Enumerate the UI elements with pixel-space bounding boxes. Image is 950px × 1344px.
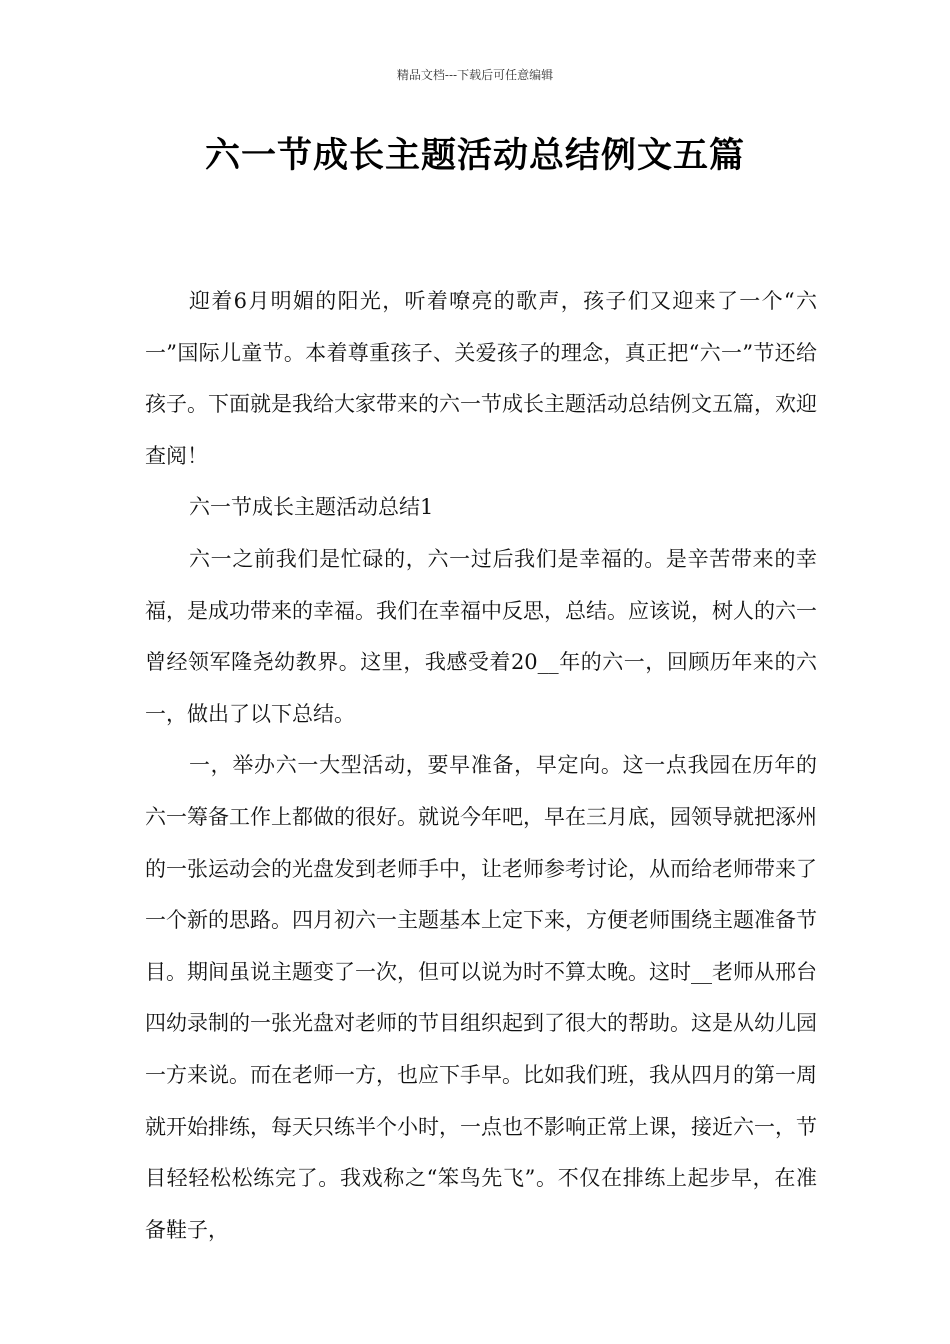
body-paragraph: 一，举办六一大型活动，要早准备，早定向。这一点我园在历年的六一筹备工作上都做的很好。就说今年吧，早在三月底，园领导就把涿州的一张运动会的光盘发到老师手中，让老师参考讨论，从而给老师带来了一个新的思路。四月初六一主题基本上定下来，方便老师围绕主题准备节目。期间虽说主题变了一次，但可以说为时不算太晚。这时__老师从邢台四幼录制的一张光盘对老师的节目组织起到了很大的帮助。这是从幼儿园一方来说。而在老师一方，也应下手早。比如我们班，我从四月的第一周就开始排练，每天只练半个小时，一点也不影响正常上课，接近六一，节目轻轻松松练完了。我戏称之“笨鸟先飞”。不仅在排练上起步早，在准备鞋子，	[145, 753, 817, 1242]
document-body	[145, 276, 817, 1256]
header-note: 精品文档---下载后可任意编辑	[396, 68, 554, 82]
intro-paragraph: 迎着6月明媚的阳光，听着嘹亮的歌声，孩子们又迎来了一个“六一”国际儿童节。本着尊重孩子、关爱孩子的理念，真正把“六一”节还给孩子。下面就是我给大家带来的六一节成长主题活动总结例文五篇，欢迎查阅！	[145, 289, 817, 468]
section-heading: 六一节成长主题活动总结1	[189, 495, 434, 520]
document-title: 六一节成长主题活动总结例文五篇	[204, 135, 745, 176]
body-paragraph: 六一之前我们是忙碌的，六一过后我们是幸福的。是辛苦带来的幸福，是成功带来的幸福。我们在幸福中反思，总结。应该说，树人的六一曾经领军隆尧幼教界。这里，我感受着20__年的六一，回顾历年来的六一，做出了以下总结。	[145, 546, 817, 726]
